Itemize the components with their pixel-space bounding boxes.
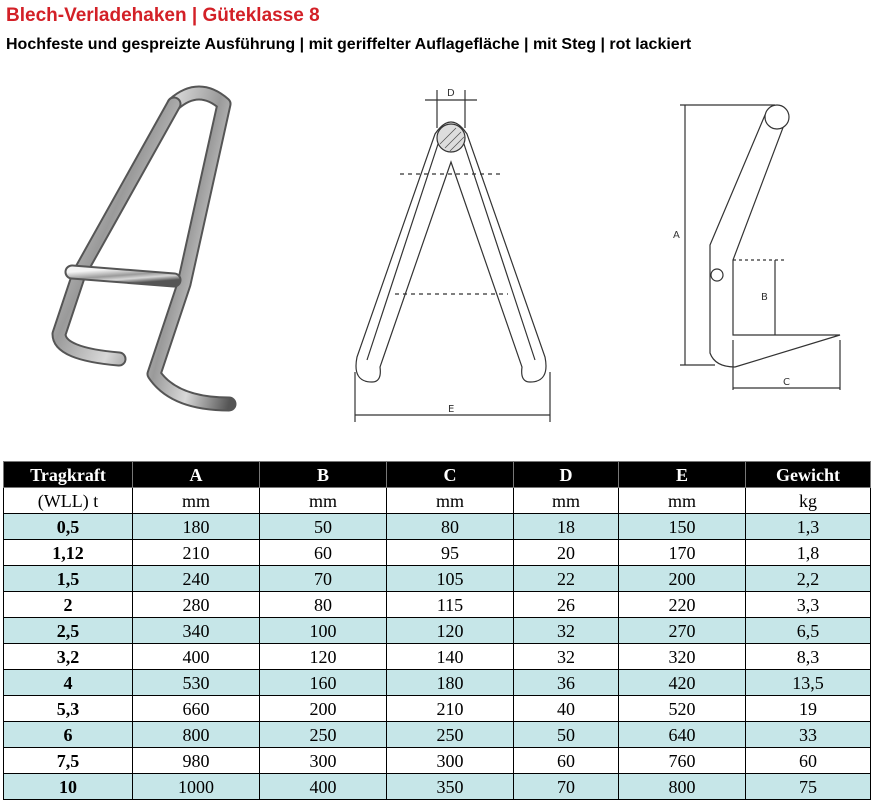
table-cell: 70 [260, 566, 387, 592]
table-cell: 200 [260, 696, 387, 722]
table-row [4, 774, 871, 800]
table-cell: 2,2 [746, 566, 871, 592]
table-row [4, 566, 871, 592]
page-title: Blech-Verladehaken | Güteklasse 8 [6, 5, 320, 26]
table-cell: 350 [387, 774, 514, 800]
spec-table [3, 461, 871, 800]
table-cell: 240 [133, 566, 260, 592]
table-row [4, 670, 871, 696]
table-cell: 6,5 [746, 618, 871, 644]
table-cell: 400 [133, 644, 260, 670]
table-cell: 250 [387, 722, 514, 748]
unit-cell: mm [387, 488, 514, 514]
unit-cell: mm [133, 488, 260, 514]
table-cell: 32 [514, 618, 619, 644]
table-cell: 2,5 [4, 618, 133, 644]
table-cell: 105 [387, 566, 514, 592]
table-cell: 300 [260, 748, 387, 774]
table-units-row [4, 488, 871, 514]
table-cell: 210 [387, 696, 514, 722]
table-cell: 120 [260, 644, 387, 670]
table-cell: 250 [260, 722, 387, 748]
table-cell: 3,3 [746, 592, 871, 618]
unit-cell: kg [746, 488, 871, 514]
table-cell: 19 [746, 696, 871, 722]
table-cell: 60 [260, 540, 387, 566]
label-b: B [761, 292, 768, 303]
product-photo [24, 84, 244, 414]
header-cell: Tragkraft [4, 462, 133, 488]
table-cell: 280 [133, 592, 260, 618]
unit-cell: mm [260, 488, 387, 514]
table-row [4, 748, 871, 774]
label-a: A [673, 230, 680, 241]
table-cell: 80 [387, 514, 514, 540]
table-cell: 180 [387, 670, 514, 696]
table-cell: 32 [514, 644, 619, 670]
table-cell: 800 [619, 774, 746, 800]
table-cell: 140 [387, 644, 514, 670]
unit-cell: mm [619, 488, 746, 514]
header-cell: E [619, 462, 746, 488]
table-cell: 1000 [133, 774, 260, 800]
table-cell: 150 [619, 514, 746, 540]
table-cell: 1,12 [4, 540, 133, 566]
side-view-drawing [665, 95, 870, 400]
table-cell: 4 [4, 670, 133, 696]
header-cell: Gewicht [746, 462, 871, 488]
header-cell: C [387, 462, 514, 488]
table-cell: 95 [387, 540, 514, 566]
table-cell: 120 [387, 618, 514, 644]
page-subtitle: Hochfeste und gespreizte Ausführung | mit geriffelter Auflagefläche | mit Steg | rot lackiert [6, 36, 692, 53]
table-cell: 6 [4, 722, 133, 748]
table-cell: 300 [387, 748, 514, 774]
table-cell: 80 [260, 592, 387, 618]
unit-cell: (WLL) t [4, 488, 133, 514]
table-cell: 8,3 [746, 644, 871, 670]
table-cell: 36 [514, 670, 619, 696]
table-cell: 760 [619, 748, 746, 774]
table-cell: 22 [514, 566, 619, 592]
table-row [4, 618, 871, 644]
front-view-drawing [340, 82, 570, 427]
table-cell: 320 [619, 644, 746, 670]
table-cell: 60 [746, 748, 871, 774]
table-cell: 40 [514, 696, 619, 722]
table-cell: 50 [260, 514, 387, 540]
table-cell: 800 [133, 722, 260, 748]
table-cell: 3,2 [4, 644, 133, 670]
table-cell: 170 [619, 540, 746, 566]
table-cell: 530 [133, 670, 260, 696]
table-cell: 210 [133, 540, 260, 566]
table-cell: 10 [4, 774, 133, 800]
table-cell: 270 [619, 618, 746, 644]
table-cell: 640 [619, 722, 746, 748]
table-cell: 70 [514, 774, 619, 800]
table-row [4, 722, 871, 748]
table-cell: 75 [746, 774, 871, 800]
table-row [4, 540, 871, 566]
table-cell: 520 [619, 696, 746, 722]
table-cell: 1,5 [4, 566, 133, 592]
header-cell: D [514, 462, 619, 488]
table-cell: 33 [746, 722, 871, 748]
unit-cell: mm [514, 488, 619, 514]
table-cell: 26 [514, 592, 619, 618]
table-cell: 2 [4, 592, 133, 618]
header-cell: A [133, 462, 260, 488]
table-cell: 340 [133, 618, 260, 644]
table-cell: 7,5 [4, 748, 133, 774]
table-header-row [4, 462, 871, 488]
table-cell: 1,3 [746, 514, 871, 540]
table-row [4, 696, 871, 722]
table-cell: 160 [260, 670, 387, 696]
table-cell: 1,8 [746, 540, 871, 566]
table-cell: 13,5 [746, 670, 871, 696]
table-cell: 100 [260, 618, 387, 644]
table-cell: 980 [133, 748, 260, 774]
table-cell: 5,3 [4, 696, 133, 722]
header-cell: B [260, 462, 387, 488]
table-cell: 115 [387, 592, 514, 618]
table-cell: 420 [619, 670, 746, 696]
table-cell: 0,5 [4, 514, 133, 540]
label-d: D [447, 88, 455, 99]
label-c: C [783, 377, 790, 388]
table-row [4, 514, 871, 540]
table-cell: 50 [514, 722, 619, 748]
table-cell: 660 [133, 696, 260, 722]
table-cell: 200 [619, 566, 746, 592]
table-cell: 220 [619, 592, 746, 618]
table-cell: 400 [260, 774, 387, 800]
table-cell: 20 [514, 540, 619, 566]
table-row [4, 644, 871, 670]
table-cell: 60 [514, 748, 619, 774]
table-row [4, 592, 871, 618]
table-cell: 180 [133, 514, 260, 540]
table-cell: 18 [514, 514, 619, 540]
label-e: E [448, 404, 455, 415]
